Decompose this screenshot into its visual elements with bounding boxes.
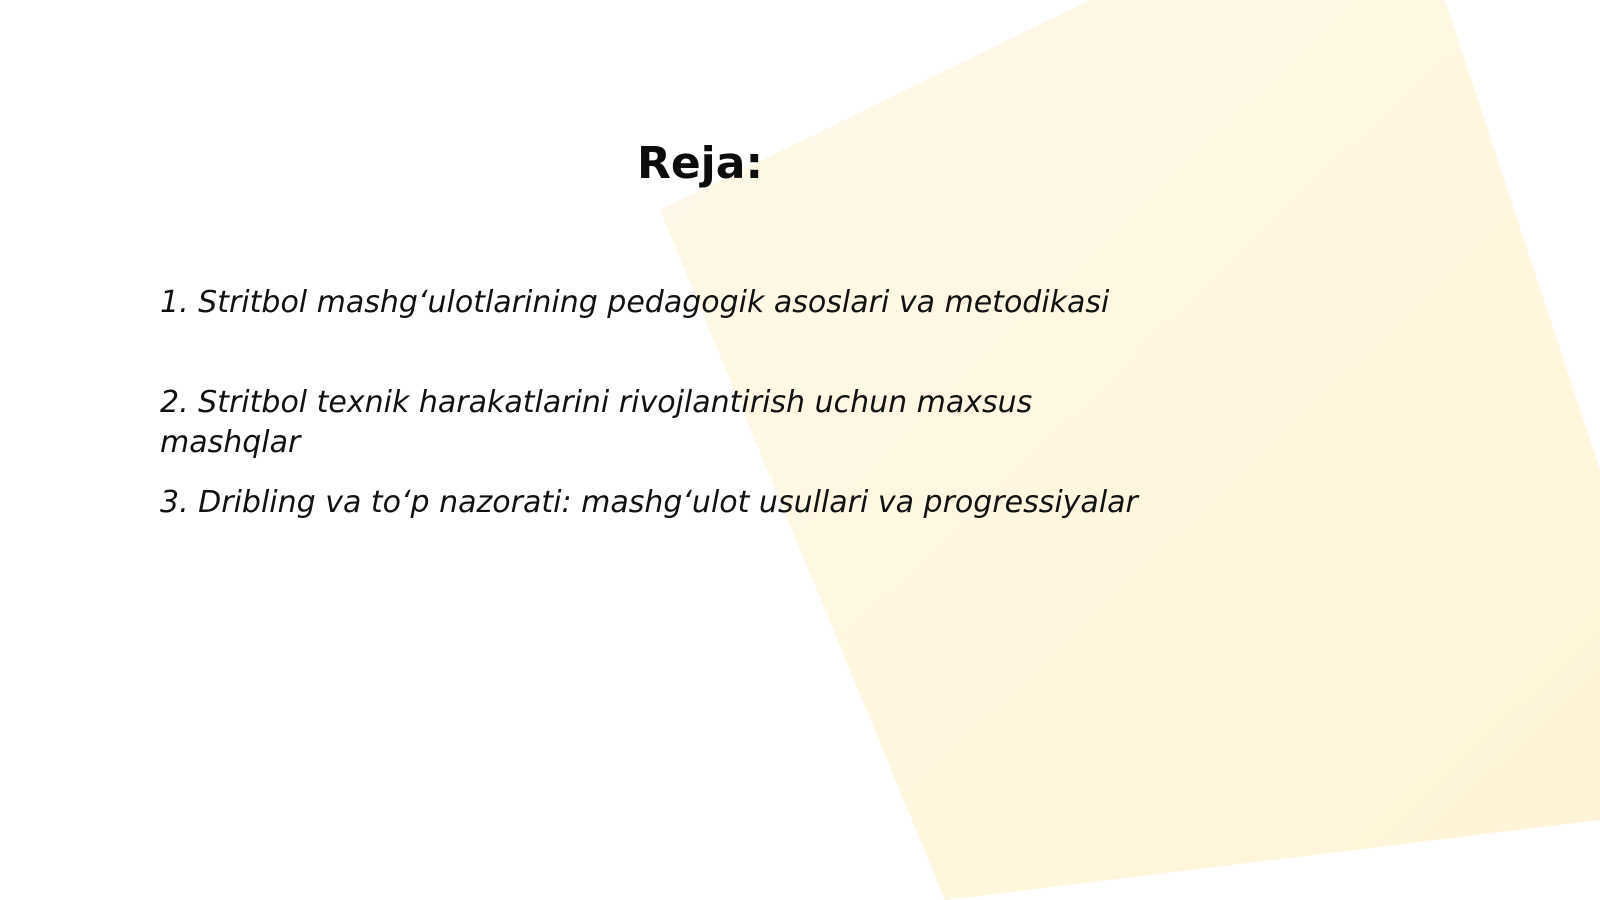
slide-title: Reja: xyxy=(636,138,764,189)
plan-item-2: 2. Stritbol texnik harakatlarini rivojlantirish uchun maxsus mashqlar xyxy=(160,385,1033,460)
plan-item-1: 1. Stritbol mashg‘ulotlarining pedagogik asoslari va metodikasi xyxy=(160,285,1110,320)
plan-item-3: 3. Dribling va to‘p nazorati: mashg‘ulot usullari va progressiyalar xyxy=(160,485,1138,520)
plan-list xyxy=(160,283,1140,523)
